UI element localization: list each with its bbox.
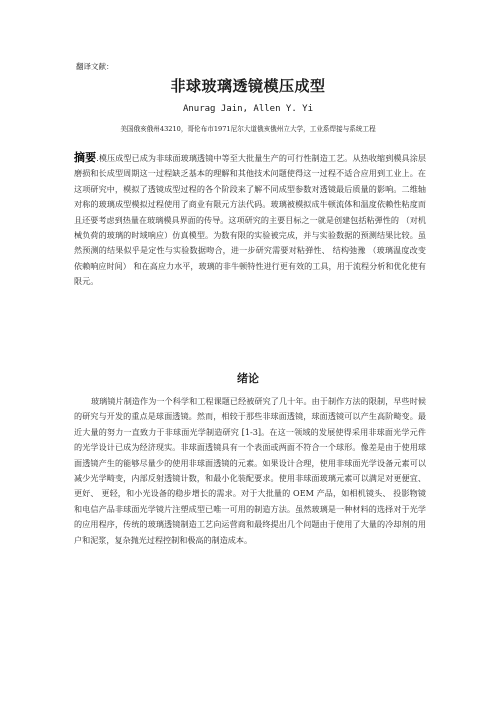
abstract-body: .模压成型已成为非球面玻璃透镜中等至大批量生产的可行性制造工艺。从热收缩到模具涂层磨损和长成型周期这一过程缺乏基本的理解和其他技术问题使得这一过程不适合应用到工业上。在这项研究中，模拟了透镜成型过程的各个阶段来了解不同成型参数对透镜最后质量的影响。二维轴对称的玻璃成型模拟过程使用了商业有限元方法代码。玻璃被模拟成牛顿流体和温度依赖性粘度而且还要考虑到热量在玻璃模具界面的传导。这项研究的主要目标之一就是创建包括粘弹性的 （对机械负荷的玻璃的时域响应）仿真模型。为数有限的实验被完成，并与实验数据的预测结果比较。虽然预测的结果似乎是定性与实验数据吻合，进一步研究需要对粘弹性、 结构弛豫 （玻璃温度改变依赖响应时间） 和在高应力水平，玻璃的非牛顿特性进行更有效的工具，用于流程分析和优化使有限元。 (74, 153, 427, 287)
paper-affiliation: 美国俄亥俄州43210，哥伦布市1971尼尔大道俄亥俄州立大学，工业系焊接与系统工程 (120, 125, 376, 133)
introduction-paragraph: 玻璃镜片制造作为一个科学和工程课题已经被研究了几十年。由于制作方法的限制，早些时候的研究与开发的重点是球面透镜。然而，相较于那些非球面透镜，球面透镜可以产生高阶畸变。最近大量的努力一直致力于非球面光学制造研究 [1-3]。在这一领域的发展使得采用非球面光学元件的光学设计已成为经济现实。非球面透镜具有一个表面或两面不符合一个球形。像差是由于使用球面透镜产生的能够尽量少的使用非球面透镜的元素。如果设计合理，使用非球面光学设备元素可以减少光学畸变，内部反射透镜计数，和最小化装配要求。使用非球面玻璃元素可以满足对更便宜、 更好、 更轻，和小光设备的稳步增长的需求。对于大批量的 OEM 产品，如相机镜头、 投影物镜和电信产品非球面光学镜片注塑成型已唯一可用的制造方法。虽然玻璃是一种材料的选择对于光学的应用程序，传统的玻璃透镜制造工艺向运营商和最终提出几个问题由于使用了大量的冷却剂的用户和泥浆，复杂抛光过程控制和极高的制造成本。 (74, 396, 426, 545)
introduction-heading: 绪论 (237, 372, 259, 385)
abstract-paragraph (74, 150, 426, 290)
paper-title: 非球玻璃透镜模压成型 (170, 77, 326, 95)
paper-authors: Anurag Jain, Allen Y. Yi (182, 104, 314, 114)
abstract-heading: 摘要 (74, 151, 97, 164)
document-label: 翻译文献： (76, 62, 114, 71)
